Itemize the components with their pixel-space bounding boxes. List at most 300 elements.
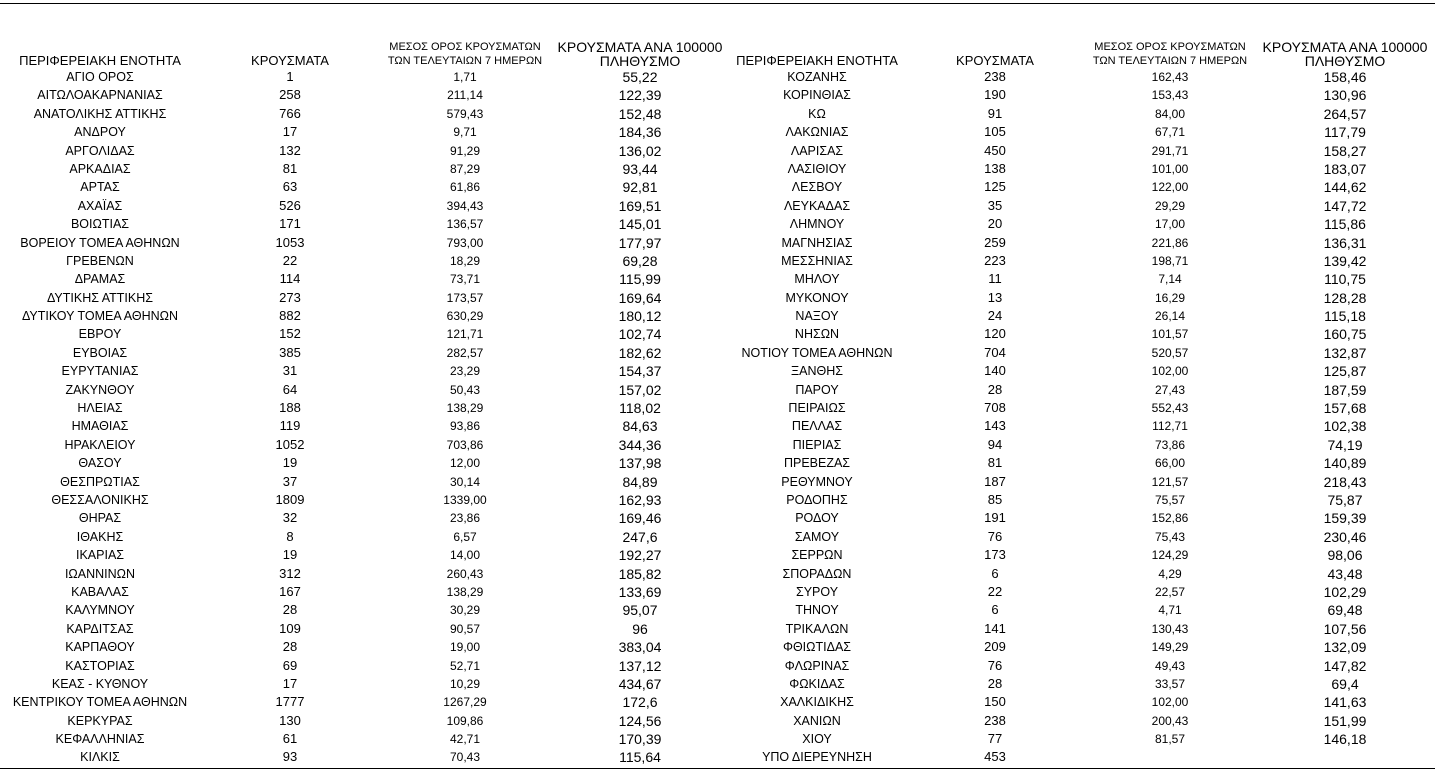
table-row xyxy=(0,509,1435,527)
cell-region-left: ΚΕΑΣ - ΚΥΘΝΟΥ xyxy=(51,676,149,691)
cell-avg-left: 630,29 xyxy=(446,309,484,324)
cell-region-left: ΚΕΝΤΡΙΚΟΥ ΤΟΜΕΑ ΑΘΗΝΩΝ xyxy=(12,695,188,710)
cell-avg-left: 260,43 xyxy=(446,566,484,581)
cell-avg-left: 10,29 xyxy=(449,676,481,691)
cell-region-right: ΦΘΙΩΤΙΔΑΣ xyxy=(782,640,852,655)
table-row xyxy=(0,638,1435,656)
cell-per100k-right: 147,82 xyxy=(1323,657,1367,674)
table-row xyxy=(0,528,1435,546)
data-rows xyxy=(0,68,1435,767)
cell-per100k-left: 383,04 xyxy=(618,639,662,656)
cell-cases-right: 125 xyxy=(984,179,1006,195)
table-row xyxy=(0,234,1435,252)
bottom-border-line xyxy=(0,768,1435,769)
cell-region-left: ΕΒΡΟΥ xyxy=(78,327,122,342)
cell-region-right: ΚΩ xyxy=(808,106,826,121)
cell-cases-left: 28 xyxy=(282,639,298,655)
cell-avg-left: 138,29 xyxy=(446,401,484,416)
cell-region-left: ΘΕΣΠΡΩΤΙΑΣ xyxy=(60,474,140,489)
table-row xyxy=(0,307,1435,325)
cell-avg-right: 552,43 xyxy=(1151,401,1189,416)
cell-per100k-right: 117,79 xyxy=(1324,124,1366,141)
cell-per100k-right: 98,06 xyxy=(1327,547,1363,564)
cell-per100k-left: 154,37 xyxy=(618,363,662,380)
header-cases-right: ΚΡΟΥΣΜΑΤΑ xyxy=(956,53,1034,68)
header-region-right: ΠΕΡΙΦΕΡΕΙΑΚΗ ΕΝΟΤΗΤΑ xyxy=(736,53,898,68)
cell-region-left: ΑΝΑΤΟΛΙΚΗΣ ΑΤΤΙΚΗΣ xyxy=(33,106,167,121)
cell-region-left: ΑΡΓΟΛΙΔΑΣ xyxy=(65,143,135,158)
cell-region-right: ΝΟΤΙΟΥ ΤΟΜΕΑ ΑΘΗΝΩΝ xyxy=(741,345,893,360)
cell-avg-right: 26,14 xyxy=(1154,309,1186,324)
cell-region-right: ΥΠΟ ΔΙΕΡΕΥΝΗΣΗ xyxy=(762,750,872,765)
cell-avg-left: 30,29 xyxy=(449,603,481,618)
cell-region-right: ΦΩΚΙΔΑΣ xyxy=(789,676,845,691)
table-row xyxy=(0,325,1435,343)
cell-region-left: ΒΟΡΕΙΟΥ ΤΟΜΕΑ ΑΘΗΝΩΝ xyxy=(20,235,180,250)
cell-cases-left: 766 xyxy=(279,105,301,121)
cell-cases-right: 190 xyxy=(984,87,1006,103)
cell-avg-right: 149,29 xyxy=(1151,640,1189,655)
cell-cases-right: 35 xyxy=(987,197,1003,213)
cell-cases-left: 882 xyxy=(279,308,301,324)
cell-per100k-right: 264,57 xyxy=(1323,105,1367,122)
cell-avg-left: 93,86 xyxy=(449,419,481,434)
cell-avg-right: 152,86 xyxy=(1151,511,1189,526)
cell-region-left: ΘΗΡΑΣ xyxy=(78,511,122,526)
table-row xyxy=(0,197,1435,215)
table-row xyxy=(0,160,1435,178)
cell-region-right: ΝΑΞΟΥ xyxy=(795,309,839,324)
table-row xyxy=(0,142,1435,160)
cell-cases-left: 17 xyxy=(282,124,298,140)
cell-region-right: ΜΕΣΣΗΝΙΑΣ xyxy=(781,253,853,268)
cell-cases-left: 109 xyxy=(279,620,301,636)
table-row xyxy=(0,546,1435,564)
cell-cases-left: 167 xyxy=(279,583,301,599)
cell-region-left: ΖΑΚΥΝΘΟΥ xyxy=(65,382,135,397)
cell-cases-right: 259 xyxy=(984,234,1006,250)
cell-avg-left: 52,71 xyxy=(449,658,481,673)
cell-avg-right: 81,57 xyxy=(1154,732,1186,747)
cell-cases-left: 63 xyxy=(282,179,298,195)
header-per100k-right: ΚΡΟΥΣΜΑΤΑ ΑΝΑ 100000 ΠΛΗΘΥΣΜΟ xyxy=(1262,39,1428,69)
cell-cases-left: 81 xyxy=(282,160,298,176)
cell-region-left: ΑΡΚΑΔΙΑΣ xyxy=(69,161,131,176)
cell-cases-right: 76 xyxy=(987,657,1003,673)
cell-cases-left: 312 xyxy=(279,565,301,581)
cell-region-left: ΔΥΤΙΚΟΥ ΤΟΜΕΑ ΑΘΗΝΩΝ xyxy=(21,309,179,324)
cell-region-right: ΚΟΖΑΝΗΣ xyxy=(787,70,847,84)
cell-per100k-right: 230,46 xyxy=(1323,528,1367,545)
cell-cases-left: 273 xyxy=(279,289,301,305)
cell-cases-right: 140 xyxy=(984,363,1006,379)
cell-region-right: ΣΕΡΡΩΝ xyxy=(791,548,843,563)
cell-cases-right: 20 xyxy=(987,216,1003,232)
cell-avg-left: 121,71 xyxy=(446,327,484,342)
cell-cases-right: 6 xyxy=(991,565,999,581)
cell-region-right: ΧΙΟΥ xyxy=(802,732,832,747)
cell-region-right: ΝΗΣΩΝ xyxy=(794,327,840,342)
cell-per100k-right: 139,42 xyxy=(1323,252,1367,269)
cell-avg-left: 61,86 xyxy=(449,180,481,195)
cell-cases-right: 138 xyxy=(984,160,1006,176)
table-row xyxy=(0,86,1435,104)
cell-cases-left: 1809 xyxy=(275,491,305,507)
cell-avg-left: 70,43 xyxy=(449,750,481,765)
cell-cases-right: 28 xyxy=(987,381,1003,397)
cell-avg-left: 109,86 xyxy=(446,713,484,728)
cell-cases-left: 258 xyxy=(279,87,301,103)
table-row xyxy=(0,252,1435,270)
cell-avg-right: 27,43 xyxy=(1154,382,1186,397)
table-row xyxy=(0,748,1435,766)
cell-region-left: ΔΥΤΙΚΗΣ ΑΤΤΙΚΗΣ xyxy=(47,290,153,305)
table-row xyxy=(0,454,1435,472)
cell-avg-right: 66,00 xyxy=(1154,456,1186,471)
cell-per100k-right: 132,87 xyxy=(1323,344,1367,361)
cell-cases-right: 81 xyxy=(987,455,1003,471)
table-row xyxy=(0,381,1435,399)
cell-region-left: ΒΟΙΩΤΙΑΣ xyxy=(70,217,130,232)
cell-avg-right: 101,57 xyxy=(1151,327,1189,342)
cell-cases-right: 704 xyxy=(984,344,1006,360)
cell-cases-left: 28 xyxy=(282,602,298,618)
cell-cases-right: 6 xyxy=(991,602,999,618)
cell-cases-right: 143 xyxy=(984,418,1006,434)
cell-per100k-right: 75,87 xyxy=(1327,491,1363,508)
cell-per100k-right: 187,59 xyxy=(1323,381,1367,398)
cell-avg-right: 102,00 xyxy=(1151,695,1189,710)
cell-region-right: ΛΑΣΙΘΙΟΥ xyxy=(787,161,847,176)
cell-region-right: ΡΕΘΥΜΝΟΥ xyxy=(781,474,853,489)
cell-avg-left: 42,71 xyxy=(449,732,481,747)
cell-per100k-right: 102,38 xyxy=(1323,418,1367,435)
cell-avg-left: 19,00 xyxy=(449,640,481,655)
cell-region-left: ΚΕΡΚΥΡΑΣ xyxy=(67,713,133,728)
cell-avg-right: 124,29 xyxy=(1151,548,1189,563)
cell-avg-left: 91,29 xyxy=(449,143,481,158)
cell-avg-left: 87,29 xyxy=(449,161,481,176)
cell-avg-left: 23,86 xyxy=(449,511,481,526)
cell-avg-left: 1267,29 xyxy=(443,695,487,710)
cell-per100k-right: 141,63 xyxy=(1323,694,1367,711)
cell-per100k-left: 172,6 xyxy=(622,694,658,711)
cell-cases-right: 85 xyxy=(987,491,1003,507)
cell-avg-left: 14,00 xyxy=(449,548,481,563)
cell-region-right: ΠΑΡΟΥ xyxy=(795,382,839,397)
cell-cases-right: 94 xyxy=(987,436,1003,452)
cell-cases-right: 223 xyxy=(984,252,1006,268)
cell-cases-left: 8 xyxy=(286,528,294,544)
cell-per100k-right: 218,43 xyxy=(1323,473,1367,490)
cell-avg-right: 22,57 xyxy=(1154,584,1186,599)
cell-region-right: ΠΙΕΡΙΑΣ xyxy=(792,437,842,452)
cell-avg-left: 793,00 xyxy=(446,235,484,250)
cell-per100k-right: 110,75 xyxy=(1324,271,1366,288)
cell-per100k-right: 146,18 xyxy=(1323,731,1367,748)
table-row xyxy=(0,123,1435,141)
cell-per100k-left: 136,02 xyxy=(618,142,662,159)
cell-region-right: ΧΑΝΙΩΝ xyxy=(793,713,841,728)
cell-region-right: ΡΟΔΟΠΗΣ xyxy=(786,492,848,507)
cell-avg-right: 75,43 xyxy=(1154,529,1186,544)
cell-per100k-left: 122,39 xyxy=(618,87,662,104)
cell-avg-right: 16,29 xyxy=(1154,290,1186,305)
cell-per100k-right: 115,86 xyxy=(1324,216,1366,233)
cell-avg-left: 18,29 xyxy=(449,253,481,268)
cell-region-right: ΣΠΟΡΑΔΩΝ xyxy=(782,566,852,581)
cell-region-left: ΓΡΕΒΕΝΩΝ xyxy=(66,253,134,268)
cell-region-left: ΕΥΡΥΤΑΝΙΑΣ xyxy=(61,364,139,379)
cell-avg-right: 75,57 xyxy=(1154,492,1186,507)
cell-cases-left: 19 xyxy=(282,455,298,471)
table-row xyxy=(0,362,1435,380)
cell-per100k-left: 92,81 xyxy=(622,179,658,196)
cell-region-right: ΛΑΡΙΣΑΣ xyxy=(790,143,844,158)
table-row xyxy=(0,344,1435,362)
cell-per100k-right: 128,28 xyxy=(1323,289,1367,306)
cell-per100k-right: 132,09 xyxy=(1323,639,1367,656)
table-row xyxy=(0,105,1435,123)
cell-per100k-right: 43,48 xyxy=(1327,565,1363,582)
cell-cases-left: 119 xyxy=(279,418,301,434)
cell-region-left: ΑΝΔΡΟΥ xyxy=(74,125,126,140)
cell-region-left: ΑΡΤΑΣ xyxy=(80,180,120,195)
cell-avg-left: 30,14 xyxy=(449,474,481,489)
cell-per100k-right: 160,75 xyxy=(1323,326,1367,343)
cell-per100k-left: 69,28 xyxy=(622,252,658,269)
cell-cases-right: 187 xyxy=(984,473,1006,489)
cell-avg-right: 49,43 xyxy=(1154,658,1186,673)
cell-avg-right: 29,29 xyxy=(1154,198,1186,213)
table-row xyxy=(0,675,1435,693)
cell-cases-right: 76 xyxy=(987,528,1003,544)
table-row xyxy=(0,601,1435,619)
cell-per100k-right: 158,27 xyxy=(1323,142,1367,159)
cell-per100k-left: 124,56 xyxy=(618,712,662,729)
cell-avg-right: 121,57 xyxy=(1151,474,1189,489)
cell-avg-left: 90,57 xyxy=(449,621,481,636)
cell-region-left: ΗΜΑΘΙΑΣ xyxy=(71,419,129,434)
cell-region-left: ΚΑΣΤΟΡΙΑΣ xyxy=(65,658,135,673)
cell-per100k-right: 140,89 xyxy=(1323,455,1367,472)
cell-per100k-left: 170,39 xyxy=(618,731,662,748)
cell-per100k-left: 152,48 xyxy=(618,105,662,122)
cell-avg-left: 703,86 xyxy=(446,437,484,452)
cell-avg-left: 211,14 xyxy=(447,88,483,103)
cell-per100k-right: 151,99 xyxy=(1323,712,1367,729)
cell-avg-left: 173,57 xyxy=(446,290,484,305)
cell-region-right: ΣΑΜΟΥ xyxy=(794,529,840,544)
cell-cases-right: 708 xyxy=(984,400,1006,416)
cell-cases-left: 130 xyxy=(279,712,301,728)
cell-per100k-left: 182,62 xyxy=(618,344,662,361)
cell-avg-right: 33,57 xyxy=(1154,676,1186,691)
cell-avg-right: 112,71 xyxy=(1152,419,1188,434)
cell-per100k-right: 147,72 xyxy=(1323,197,1367,214)
cell-cases-left: 188 xyxy=(279,400,301,416)
cell-cases-left: 526 xyxy=(279,197,301,213)
cell-per100k-left: 95,07 xyxy=(622,602,658,619)
cell-avg-right: 291,71 xyxy=(1151,143,1189,158)
cell-region-left: ΚΑΒΑΛΑΣ xyxy=(71,584,129,599)
cell-per100k-left: 137,12 xyxy=(618,657,662,674)
cell-per100k-left: 180,12 xyxy=(618,308,662,325)
cell-cases-right: 28 xyxy=(987,675,1003,691)
cell-per100k-left: 137,98 xyxy=(618,455,662,472)
cell-cases-right: 238 xyxy=(984,69,1006,84)
table-row xyxy=(0,657,1435,675)
cell-per100k-left: 344,36 xyxy=(618,436,662,453)
cell-cases-left: 1 xyxy=(286,69,294,84)
cell-region-left: ΙΚΑΡΙΑΣ xyxy=(75,548,125,563)
cell-avg-right: 130,43 xyxy=(1151,621,1189,636)
cell-avg-right: 520,57 xyxy=(1151,345,1189,360)
cell-region-right: ΤΡΙΚΑΛΩΝ xyxy=(785,621,849,636)
cell-avg-right: 198,71 xyxy=(1151,253,1189,268)
cell-region-right: ΠΕΙΡΑΙΩΣ xyxy=(788,401,846,416)
table-row xyxy=(0,491,1435,509)
cell-per100k-left: 133,69 xyxy=(618,583,662,600)
cell-cases-right: 11 xyxy=(988,271,1002,287)
cell-region-right: ΛΕΣΒΟΥ xyxy=(791,180,843,195)
table-row xyxy=(0,417,1435,435)
cell-avg-right: 84,00 xyxy=(1154,106,1186,121)
cell-region-right: ΤΗΝΟΥ xyxy=(795,603,839,618)
cell-cases-left: 19 xyxy=(282,547,298,563)
cell-per100k-left: 157,02 xyxy=(618,381,662,398)
cell-per100k-left: 185,82 xyxy=(618,565,662,582)
cell-per100k-right: 157,68 xyxy=(1323,400,1367,417)
cell-per100k-left: 118,02 xyxy=(619,400,661,417)
cell-cases-left: 69 xyxy=(282,657,298,673)
cell-avg-left: 136,57 xyxy=(446,217,484,232)
cell-avg-left: 1339,00 xyxy=(443,492,487,507)
cell-per100k-right: 130,96 xyxy=(1323,87,1367,104)
cell-region-right: ΛΑΚΩΝΙΑΣ xyxy=(785,125,849,140)
cell-cases-left: 64 xyxy=(282,381,298,397)
cell-avg-left: 138,29 xyxy=(446,584,484,599)
cell-avg-right: 102,00 xyxy=(1151,364,1189,379)
cell-region-left: ΙΘΑΚΗΣ xyxy=(76,529,124,544)
cell-avg-right: 162,43 xyxy=(1151,70,1189,84)
cell-region-right: ΣΥΡΟΥ xyxy=(795,584,839,599)
table-row xyxy=(0,399,1435,417)
cell-region-left: ΚΙΛΚΙΣ xyxy=(80,750,120,765)
cell-per100k-right: 102,29 xyxy=(1323,583,1367,600)
cell-avg-left: 282,57 xyxy=(446,345,484,360)
cell-per100k-left: 192,27 xyxy=(618,547,662,564)
cell-region-right: ΞΑΝΘΗΣ xyxy=(791,364,843,379)
cell-per100k-left: 55,22 xyxy=(622,69,658,85)
cell-cases-right: 209 xyxy=(984,639,1006,655)
header-avg-right: ΜΕΣΟΣ ΟΡΟΣ ΚΡΟΥΣΜΑΤΩΝ ΤΩΝ ΤΕΛΕΥΤΑΙΩΝ 7 ΗΜΕΡΩΝ xyxy=(1092,41,1248,67)
table-row xyxy=(0,712,1435,730)
cell-per100k-left: 84,63 xyxy=(622,418,658,435)
cell-region-right: ΚΟΡΙΝΘΙΑΣ xyxy=(783,88,851,103)
cell-per100k-left: 169,64 xyxy=(618,289,662,306)
cell-cases-right: 24 xyxy=(987,308,1003,324)
cell-region-left: ΑΓΙΟ ΟΡΟΣ xyxy=(66,70,134,84)
cell-region-right: ΠΕΛΛΑΣ xyxy=(791,419,843,434)
cell-region-left: ΑΙΤΩΛΟΑΚΑΡΝΑΝΙΑΣ xyxy=(37,88,163,103)
table-row xyxy=(0,583,1435,601)
cell-cases-right: 120 xyxy=(984,326,1006,342)
cell-cases-right: 13 xyxy=(987,289,1003,305)
cell-avg-left: 50,43 xyxy=(449,382,481,397)
cell-per100k-right: 69,4 xyxy=(1331,675,1359,692)
cell-cases-left: 132 xyxy=(279,142,301,158)
cell-avg-right: 221,86 xyxy=(1151,235,1189,250)
table-row xyxy=(0,215,1435,233)
cell-cases-left: 1053 xyxy=(275,234,305,250)
cell-per100k-left: 177,97 xyxy=(618,234,662,251)
cell-per100k-left: 169,51 xyxy=(618,197,662,214)
cell-per100k-left: 434,67 xyxy=(618,675,662,692)
cell-region-left: ΚΕΦΑΛΛΗΝΙΑΣ xyxy=(55,732,145,747)
top-border-line xyxy=(0,3,1435,4)
cell-avg-right: 67,71 xyxy=(1154,125,1186,140)
cell-avg-right: 7,14 xyxy=(1158,272,1182,287)
cell-avg-left: 579,43 xyxy=(446,106,484,121)
cell-cases-left: 171 xyxy=(279,216,301,232)
cell-per100k-right: 183,07 xyxy=(1323,160,1367,177)
cell-avg-right: 4,71 xyxy=(1158,603,1182,618)
cell-cases-left: 37 xyxy=(282,473,298,489)
cell-region-left: ΘΑΣΟΥ xyxy=(78,456,122,471)
cell-per100k-right: 125,87 xyxy=(1323,363,1367,380)
cell-region-right: ΠΡΕΒΕΖΑΣ xyxy=(783,456,851,471)
table-row xyxy=(0,436,1435,454)
cell-cases-right: 450 xyxy=(984,142,1006,158)
header-region-left: ΠΕΡΙΦΕΡΕΙΑΚΗ ΕΝΟΤΗΤΑ xyxy=(19,53,181,68)
cell-cases-right: 453 xyxy=(984,749,1006,765)
table-row xyxy=(0,565,1435,583)
cell-region-right: ΜΗΛΟΥ xyxy=(794,272,840,287)
cell-cases-left: 114 xyxy=(279,271,301,287)
header-cases-left: ΚΡΟΥΣΜΑΤΑ xyxy=(251,53,329,68)
cell-region-left: ΕΥΒΟΙΑΣ xyxy=(72,345,128,360)
cell-cases-right: 77 xyxy=(987,731,1003,747)
cell-avg-right: 4,29 xyxy=(1158,566,1182,581)
cell-cases-right: 22 xyxy=(987,583,1003,599)
cell-region-right: ΛΗΜΝΟΥ xyxy=(789,217,845,232)
cell-region-right: ΡΟΔΟΥ xyxy=(795,511,839,526)
cell-per100k-left: 102,74 xyxy=(618,326,662,343)
header-avg-left: ΜΕΣΟΣ ΟΡΟΣ ΚΡΟΥΣΜΑΤΩΝ ΤΩΝ ΤΕΛΕΥΤΑΙΩΝ 7 ΗΜΕΡΩΝ xyxy=(387,41,543,67)
cell-cases-right: 105 xyxy=(984,124,1006,140)
cell-region-right: ΜΑΓΝΗΣΙΑΣ xyxy=(781,235,853,250)
cell-cases-left: 22 xyxy=(282,252,298,268)
cell-per100k-right: 159,39 xyxy=(1323,510,1367,527)
cell-region-right: ΜΥΚΟΝΟΥ xyxy=(785,290,849,305)
cell-avg-left: 394,43 xyxy=(446,198,484,213)
cell-avg-right: 153,43 xyxy=(1151,88,1189,103)
cell-per100k-left: 93,44 xyxy=(622,160,658,177)
cell-cases-left: 17 xyxy=(282,675,298,691)
cell-region-left: ΙΩΑΝΝΙΝΩΝ xyxy=(64,566,136,581)
cell-region-left: ΑΧΑΪΑΣ xyxy=(77,198,123,213)
table-row xyxy=(0,270,1435,288)
cell-region-left: ΚΑΡΠΑΘΟΥ xyxy=(65,640,135,655)
table-row xyxy=(0,289,1435,307)
cell-cases-left: 1052 xyxy=(275,436,305,452)
cell-avg-right: 101,00 xyxy=(1151,161,1189,176)
table-row xyxy=(0,620,1435,638)
cell-avg-right: 73,86 xyxy=(1154,437,1186,452)
cell-per100k-left: 96 xyxy=(632,620,648,637)
cell-cases-right: 173 xyxy=(984,547,1006,563)
